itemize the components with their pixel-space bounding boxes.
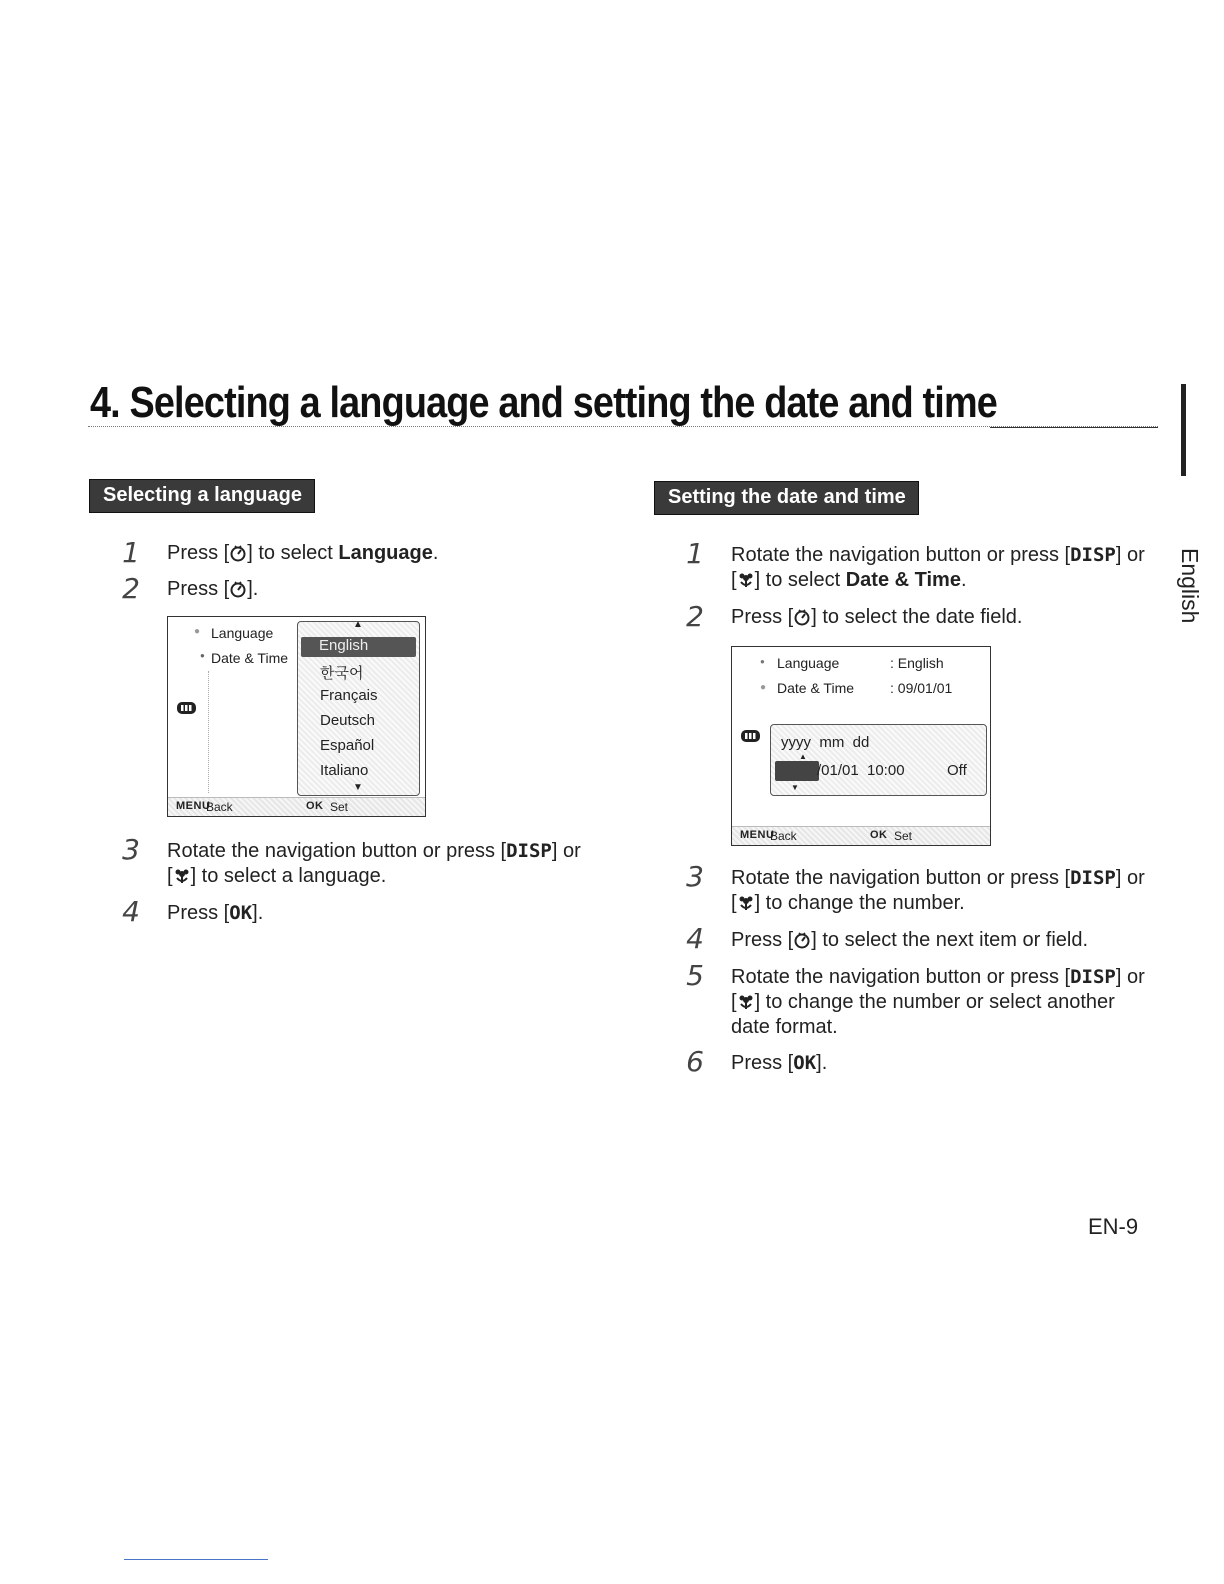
self-timer-icon xyxy=(793,931,811,949)
step-number: 4 xyxy=(686,922,704,955)
scroll-up-icon: ▲ xyxy=(799,752,807,761)
section-heading-date-time: Setting the date and time xyxy=(654,481,919,515)
step-text: Press [ ] to select the next item or field. xyxy=(731,929,1089,951)
step-text: Rotate the navigation button or press [DISP] or [ ] to select a language. xyxy=(167,840,581,887)
screen-menu-bar xyxy=(168,797,425,816)
side-tab-label: English xyxy=(1177,548,1203,624)
set-label: Set xyxy=(894,829,913,843)
step-number: 4 xyxy=(122,895,140,928)
date-format-field[interactable]: yyyy mm dd xyxy=(781,734,870,751)
scroll-up-icon: ▲ xyxy=(353,619,363,630)
battery-icon xyxy=(740,729,762,743)
date-time-value: : 09/01/01 xyxy=(890,680,953,696)
macro-flower-icon xyxy=(737,571,755,589)
menu-item-date-time: Date & Time xyxy=(211,650,289,666)
footer-rule xyxy=(124,1559,268,1560)
language-option[interactable]: Deutsch xyxy=(320,712,376,729)
step-number: 5 xyxy=(686,959,704,992)
menu-key-label: MENU xyxy=(176,800,211,812)
date-field[interactable]: /01/01 xyxy=(817,762,859,779)
step-text: Press [ ] to select the date field. xyxy=(731,606,1023,628)
menu-item-language: Language xyxy=(211,625,274,641)
camera-screen-date-time xyxy=(731,646,991,846)
menu-divider xyxy=(208,671,210,793)
macro-flower-icon xyxy=(737,894,755,912)
step-text: Press [OK]. xyxy=(731,1052,828,1074)
language-option[interactable]: Italiano xyxy=(320,762,369,779)
ok-key-label: OK xyxy=(870,829,888,841)
step-text: Press [ ]. xyxy=(167,578,259,600)
scroll-down-icon: ▼ xyxy=(353,782,363,793)
menu-key-label: MENU xyxy=(740,829,775,841)
radio-dot-icon: ● xyxy=(200,651,205,660)
section-heading-language: Selecting a language xyxy=(89,479,315,513)
time-field[interactable]: 10:00 xyxy=(867,762,905,779)
step-number: 2 xyxy=(122,572,140,605)
back-label: Back xyxy=(206,800,233,814)
page-number: EN-9 xyxy=(1088,1214,1139,1239)
language-value: : English xyxy=(890,655,944,671)
macro-flower-icon xyxy=(173,867,191,885)
battery-icon xyxy=(176,701,198,715)
self-timer-icon xyxy=(793,608,811,626)
step-number: 3 xyxy=(122,833,140,866)
step-text: Rotate the navigation button or press [DISP] or [ ] to select Date & Time. xyxy=(731,544,1145,591)
step-text: Press [ ] to select Language. xyxy=(167,542,439,564)
set-label: Set xyxy=(330,800,349,814)
date-time-editor[interactable] xyxy=(770,724,987,796)
screen-menu-bar xyxy=(732,826,990,845)
language-option-selected[interactable]: English xyxy=(301,637,416,657)
step-text: Rotate the navigation button or press [DISP] or [ ] to change the number or select another date format. xyxy=(731,966,1145,1038)
step-text: Rotate the navigation button or press [DISP] or [ ] to change the number. xyxy=(731,867,1145,914)
radio-dot-icon: ● xyxy=(760,657,765,666)
step-number: 1 xyxy=(122,536,140,569)
language-option[interactable]: Français xyxy=(320,687,378,704)
step-text: Press [OK]. xyxy=(167,902,264,924)
step-number: 6 xyxy=(686,1045,704,1078)
step-number: 2 xyxy=(686,600,704,633)
macro-flower-icon xyxy=(737,993,755,1011)
ok-key-label: OK xyxy=(306,800,324,812)
step-number: 1 xyxy=(686,537,704,570)
dst-field[interactable]: Off xyxy=(947,762,967,779)
self-timer-icon xyxy=(229,544,247,562)
page-title: 4. Selecting a language and setting the date and time xyxy=(90,378,997,427)
radio-dot-icon: ● xyxy=(760,682,767,693)
menu-item-language: Language xyxy=(777,655,840,671)
menu-item-date-time: Date & Time xyxy=(777,680,855,696)
language-option[interactable]: Español xyxy=(320,737,375,754)
language-dropdown[interactable] xyxy=(297,621,420,796)
self-timer-icon xyxy=(229,580,247,598)
back-label: Back xyxy=(770,829,797,843)
step-number: 3 xyxy=(686,860,704,893)
year-field-selected[interactable] xyxy=(775,761,819,781)
camera-screen-language xyxy=(167,616,426,817)
scroll-down-icon: ▼ xyxy=(791,783,799,792)
language-option[interactable]: 한국어 xyxy=(320,665,364,682)
title-solid-rule xyxy=(990,427,1158,428)
radio-dot-icon: ● xyxy=(194,626,201,637)
side-tab-marker xyxy=(1181,384,1186,476)
